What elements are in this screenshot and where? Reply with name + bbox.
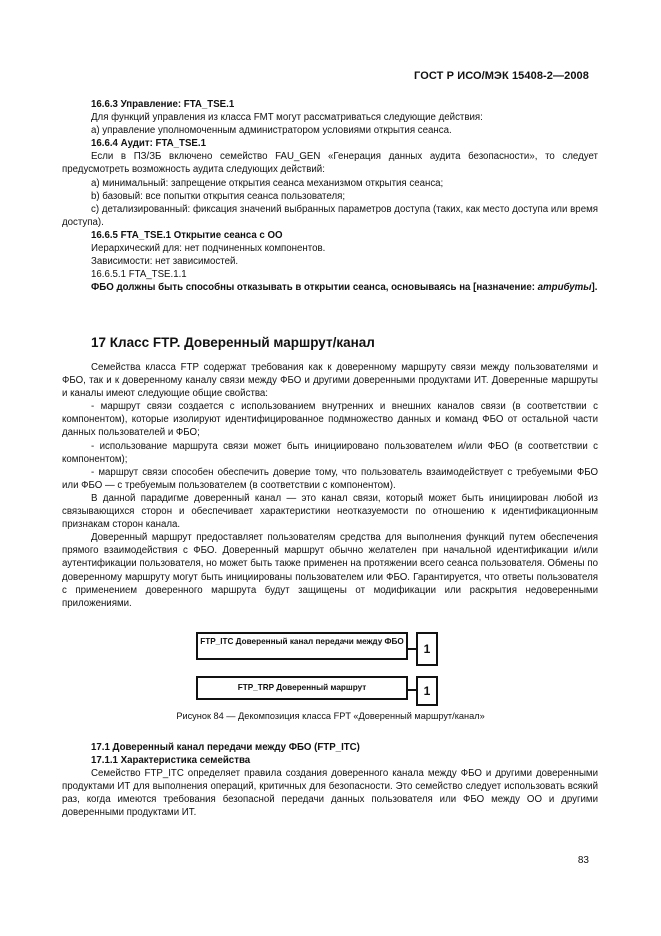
- requirement-assignment: атрибуты: [537, 282, 592, 294]
- document-header: ГОСТ Р ИСО/МЭК 15408-2—2008: [414, 70, 589, 82]
- family-box-ftp-trp: FTP_TRP Доверенный маршрут: [196, 676, 408, 700]
- requirement-end: ].: [591, 282, 598, 294]
- paragraph: Семейства класса FTP содержат требования как к доверенному маршруту связи между пользователями и ФБО, так и к доверенному каналу связи между ФБО и другими доверенными продуктами ИТ. Доверенные маршруты и каналы имеют следующие общие свойства:: [62, 362, 598, 400]
- paragraph: Семейство FTP_ITC определяет правила создания доверенного канала между ФБО и другими доверенными продуктами ИТ для выполнения операций, критичных для безопасности. Это семейство следует использовать всякий раз, когда имеются требования безопасной передачи данных пользователя или ФБО между ОО и другими доверенными продуктами ИТ.: [62, 768, 598, 819]
- heading-17-1: 17.1 Доверенный канал передачи между ФБО (FTP_ITC): [91, 742, 360, 753]
- component-count-box: 1: [416, 632, 438, 666]
- paragraph: Доверенный маршрут предоставляет пользователям средства для выполнения функций путем обеспечения прямого взаимодействия с ФБО. Доверенный маршрут обычно желателен при начальной идентификации и/или аутентификации пользователя, но может быть также применен на протяжении всего сеанса пользователя. Обмены по доверенному маршруту могут быть инициированы пользователем или ФБО. Гарантируется, что ответы пользователя с применением доверенного маршрута будут защищены от модификации или раскрытия недоверенными приложениями.: [62, 532, 598, 609]
- section-17-1: [62, 741, 598, 820]
- section-title-17: 17 Класс FTP. Доверенный маршрут/канал: [91, 335, 375, 350]
- requirement-main: ФБО должны быть способны отказывать в открытии сеанса, основываясь на [назначение:: [91, 282, 538, 294]
- paragraph: 16.6.5.1 FTA_TSE.1.1: [91, 269, 187, 281]
- paragraph: Иерархический для: нет подчиненных компонентов.: [91, 243, 326, 255]
- family-box-ftp-itc: FTP_ITC Доверенный канал передачи между ФБО: [196, 632, 408, 660]
- section-16-6: [62, 98, 598, 294]
- list-item: а) управление уполномоченным администратором условиями открытия сеанса.: [91, 125, 452, 137]
- figure-caption: Рисунок 84 — Декомпозиция класса FPT «Доверенный маршрут/канал»: [176, 711, 485, 721]
- list-item: с) детализированный: фиксация значений выбранных параметров доступа (таких, как место доступа или время доступа).: [62, 203, 598, 228]
- list-item: - маршрут связи создается с использованием внутренних и внешних каналов связи (в соответствии с компонентом), которые изолируют идентифицированное подмножество данных и команд ФБО от остальной части данных пользователей и ФБО;: [62, 401, 598, 439]
- paragraph: Для функций управления из класса FMT могут рассматриваться следующие действия:: [91, 112, 483, 124]
- heading-16-6-3: 16.6.3 Управление: FTA_TSE.1: [91, 99, 235, 110]
- list-item: b) базовый: все попытки открытия сеанса пользователя;: [91, 190, 346, 202]
- connector-line: [408, 648, 416, 650]
- list-item: - маршрут связи способен обеспечить доверие тому, что пользователь взаимодействует с требуемыми ФБО или ФБО — с требуемым пользователем (в соответствии с компонентом).: [62, 466, 598, 491]
- list-item: а) минимальный: запрещение открытия сеанса механизмом открытия сеанса;: [91, 177, 444, 189]
- heading-16-6-4: 16.6.4 Аудит: FTA_TSE.1: [91, 138, 206, 150]
- component-count-box: 1: [416, 676, 438, 706]
- list-item: - использование маршрута связи может быть инициировано пользователем и/или ФБО (в соответствии с компонентом);: [62, 440, 598, 465]
- paragraph: В данной парадигме доверенный канал — это канал связи, который может быть инициирован любой из связывающихся сторон и обеспечивает характеристики неотказуемости по отношению к идентификационным признакам сторон канала.: [62, 492, 598, 531]
- paragraph: Если в ПЗ/ЗБ включено семейство FAU_GEN «Генерация данных аудита безопасности», то следует предусмотреть возможность аудита следующих действий:: [62, 151, 598, 176]
- section-17-intro: [62, 361, 598, 610]
- heading-17-1-1: 17.1.1 Характеристика семейства: [91, 755, 251, 767]
- connector-line: [408, 689, 416, 691]
- requirement-text: [62, 281, 598, 294]
- page-number: 83: [577, 855, 589, 866]
- heading-16-6-5: 16.6.5 FTA_TSE.1 Открытие сеанса с ОО: [91, 229, 283, 241]
- paragraph: Зависимости: нет зависимостей.: [91, 256, 239, 268]
